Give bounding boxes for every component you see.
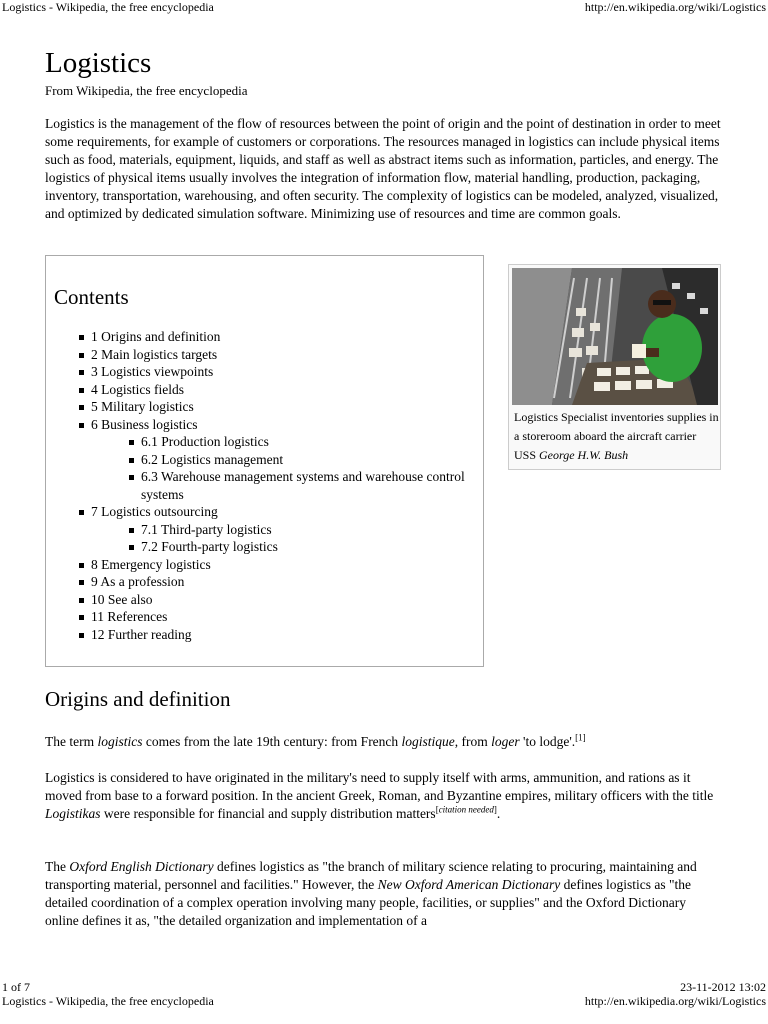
intro-paragraph: Logistics is the management of the flow of resources between the point of origin and the point of destination in order to meet some requirements, for example of customers or corporations. The resources managed in logistics can include physical items such as food, materials, equipment, liquids, and staff as well as abstract items such as information, particles, and energy. The logistics of physical items usually involves the integration of information flow, material handling, production, packaging, inventory, transportation, warehousing, and often security. The complexity of logistics can be modeled, analyzed, visualized, and optimized by dedicated simulation software. Minimizing use of resources and time are common goals. [45, 116, 721, 221]
table-of-contents [45, 255, 484, 667]
toc-sublist [128, 433, 478, 503]
print-header [2, 0, 766, 14]
toc-item-label[interactable]: 7 Logistics outsourcing [91, 504, 218, 519]
toc-item[interactable] [78, 503, 478, 556]
toc-item[interactable] [78, 416, 478, 504]
toc-subitem[interactable]: 6.2 Logistics management [128, 451, 478, 469]
toc-item[interactable]: 9 As a profession [78, 573, 478, 591]
section-heading-origins: Origins and definition [45, 687, 231, 711]
print-footer-bottom [2, 994, 766, 1008]
toc-subitem[interactable]: 6.3 Warehouse management systems and warehouse control systems [128, 468, 478, 503]
thumbnail-figure [508, 264, 721, 470]
print-footer-top [2, 980, 766, 994]
toc-item[interactable]: 10 See also [78, 591, 478, 609]
toc-item[interactable]: 4 Logistics fields [78, 381, 478, 399]
page-title: Logistics [45, 47, 152, 79]
etymology-paragraph: The term logistics comes from the late 19th century: from French logistique, from loger 'to lodge'.[1] [45, 732, 586, 749]
toc-item[interactable]: 11 References [78, 608, 478, 626]
storeroom-photo-graphic [512, 268, 718, 405]
figure-caption: Logistics Specialist inventories supplies in a storeroom aboard the aircraft carrier USS George H.W. Bush [514, 410, 719, 462]
military-origin-paragraph: Logistics is considered to have originated in the military's need to supply itself with arms, ammunition, and rations as it moved from base to a forward position. In the ancient Greek, Roman, and Byzantine empires, military officers with the title Logistikas were responsible for financial and supply distribution matters[citation needed]. [45, 770, 714, 821]
page-subtitle: From Wikipedia, the free encyclopedia [45, 83, 248, 98]
toc-item[interactable]: 3 Logistics viewpoints [78, 363, 478, 381]
toc-item[interactable]: 8 Emergency logistics [78, 556, 478, 574]
toc-list [78, 328, 478, 643]
header-page-title: Logistics - Wikipedia, the free encyclopedia [2, 0, 214, 14]
page-number: 1 of 7 [2, 980, 30, 994]
toc-item-label[interactable]: 6 Business logistics [91, 416, 198, 432]
header-url[interactable]: http://en.wikipedia.org/wiki/Logistics [584, 0, 766, 14]
storeroom-photo[interactable] [512, 268, 718, 405]
toc-subitem[interactable]: 7.1 Third-party logistics [128, 521, 478, 539]
toc-item[interactable]: 5 Military logistics [78, 398, 478, 416]
reference-link[interactable]: [1] [575, 732, 586, 743]
footer-url[interactable]: http://en.wikipedia.org/wiki/Logistics [584, 994, 766, 1008]
toc-item[interactable]: 2 Main logistics targets [78, 346, 478, 364]
footer-page-title: Logistics - Wikipedia, the free encyclopedia [2, 994, 214, 1008]
toc-subitem[interactable]: 7.2 Fourth-party logistics [128, 538, 478, 556]
print-datetime: 23-11-2012 13:02 [680, 980, 766, 994]
toc-subitem[interactable]: 6.1 Production logistics [128, 433, 478, 451]
toc-title: Contents [54, 285, 129, 309]
dictionary-definition-paragraph: The Oxford English Dictionary defines logistics as "the branch of military science relating to procuring, maintaining and transporting material, personnel and facilities." However, the New Oxford American Dictionary defines logistics as "the detailed coordination of a complex operation involving many people, facilities, or supplies" and the Oxford Dictionary online defines it as, "the detailed organization and implementation of a [45, 859, 697, 928]
toc-sublist [128, 521, 478, 556]
citation-needed-link[interactable]: [citation needed] [435, 804, 497, 815]
toc-item[interactable]: 12 Further reading [78, 626, 478, 644]
toc-item[interactable]: 1 Origins and definition [78, 328, 478, 346]
